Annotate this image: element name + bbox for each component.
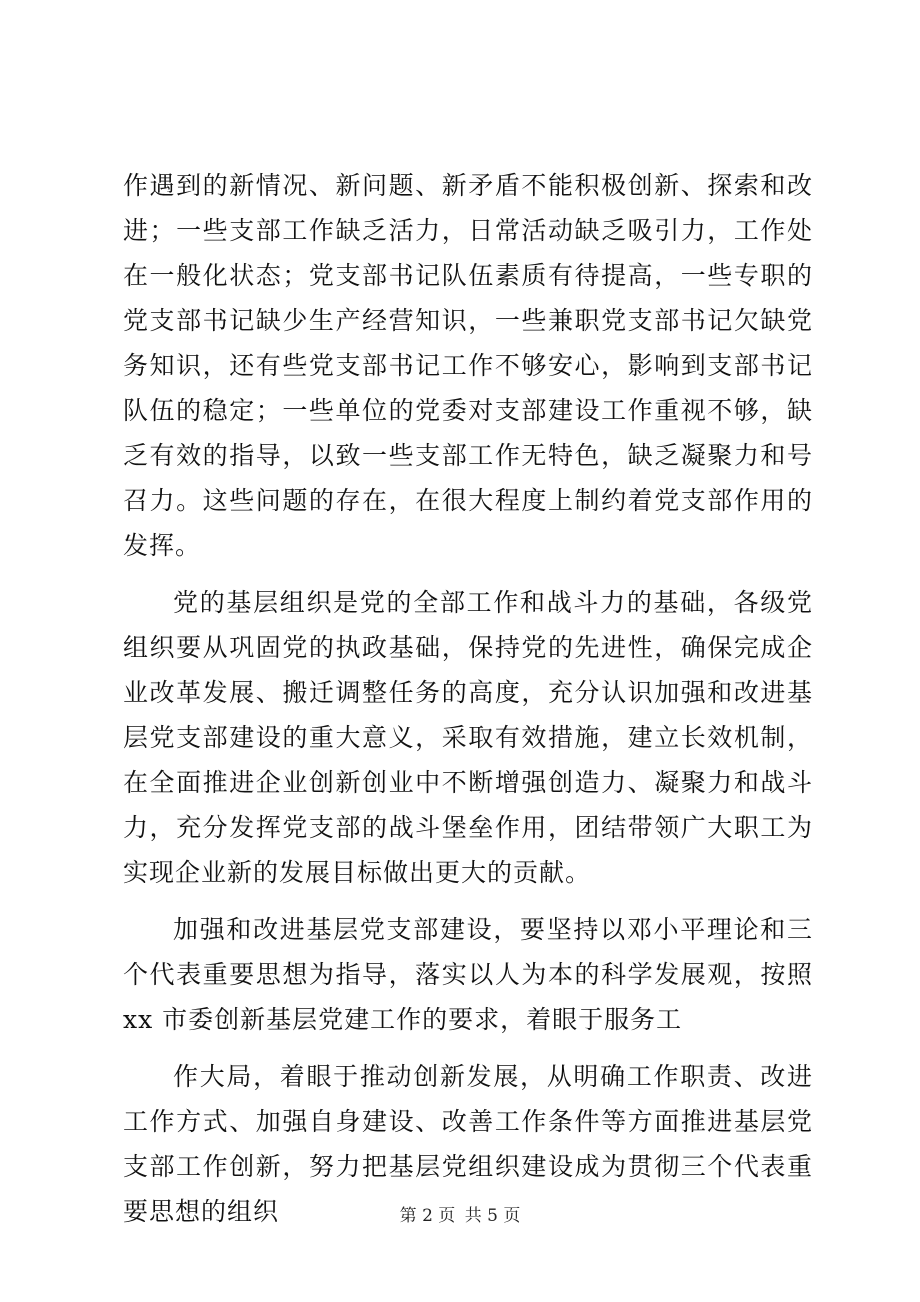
- paragraph-continued: 作遇到的新情况、新问题、新矛盾不能积极创新、探索和改进；一些支部工作缺乏活力，日常活动缺乏吸引力，工作处在一般化状态；党支部书记队伍素质有待提高，一些专职的党支部书记缺少生产经营知识，一些兼职党支部书记欠缺党务知识，还有些党支部书记工作不够安心，影响到支部书记队伍的稳定；一些单位的党委对支部建设工作重视不够，缺乏有效的指导，以致一些支部工作无特色，缺乏凝聚力和号召力。这些问题的存在，在很大程度上制约着党支部作用的发挥。: [123, 171, 813, 560]
- paragraph: 加强和改进基层党支部建设，要坚持以邓小平理论和三个代表重要思想为指导，落实以人为本的科学发展观，按照 xx 市委创新基层党建工作的要求，着眼于服务工: [123, 915, 813, 1034]
- paragraph: 党的基层组织是党的全部工作和战斗力的基础，各级党组织要从巩固党的执政基础，保持党的先进性，确保完成企业改革发展、搬迁调整任务的高度，充分认识加强和改进基层党支部建设的重大意义，采取有效措施，建立长效机制，在全面推进企业创新创业中不断增强创造力、凝聚力和战斗力，充分发挥党支部的战斗堡垒作用，团结带领广大职工为实现企业新的发展目标做出更大的贡献。: [123, 588, 813, 887]
- page-total: 共 5 页: [464, 1206, 521, 1226]
- page-footer: [0, 1201, 920, 1226]
- page-number: 第 2 页: [399, 1206, 456, 1226]
- paragraph: 作大局，着眼于推动创新发展，从明确工作职责、改进工作方式、加强自身建设、改善工作条件等方面推进基层党支部工作创新，努力把基层党组织建设成为贯彻三个代表重要思想的组织: [123, 1062, 813, 1226]
- document-body: [123, 163, 813, 1246]
